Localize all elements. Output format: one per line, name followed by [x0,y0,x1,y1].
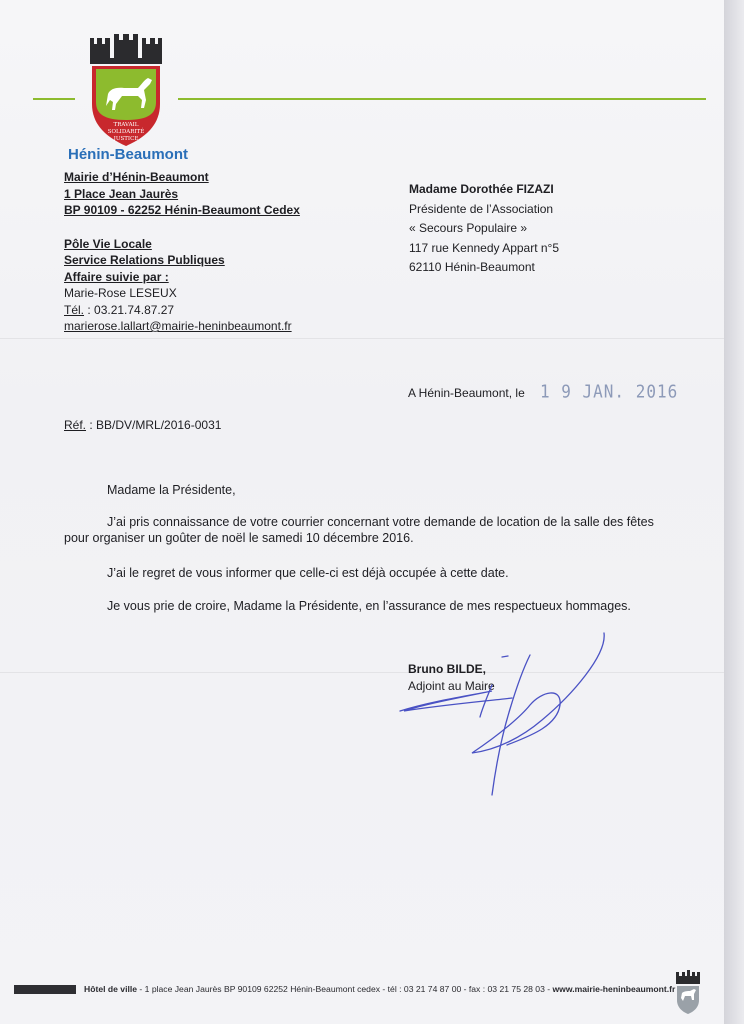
date-place: A Hénin-Beaumont, le [408,386,525,400]
svg-text:TRAVAIL: TRAVAIL [113,122,139,128]
svg-text:SOLIDARITÉ: SOLIDARITÉ [107,129,145,135]
footer-address: Hôtel de ville - 1 place Jean Jaurès BP 90109 62252 Hénin-Beaumont cedex - tél : 03 21 74 87 00 - fax : 03 21 75 28 03 - www.mairie-heninbeaumont.fr [84,984,676,994]
sender-line: Mairie d’Hénin-Beaumont [64,170,209,184]
contact-email-link[interactable]: marierose.lallart@mairie-heninbeaumont.fr [64,319,292,333]
body-paragraph: Je vous prie de croire, Madame la Présidente, en l’assurance de mes respectueux hommages. [107,599,631,613]
sender-line: 1 Place Jean Jaurès [64,186,179,201]
body-paragraph: J’ai le regret de vous informer que celle-ci est déjà occupée à cette date. [107,566,509,580]
website-link[interactable]: www.mairie-heninbeaumont.fr [552,984,676,994]
recipient-line: « Secours Populaire » [409,221,528,235]
body-paragraph: J’ai pris connaissance de votre courrier concernant votre demande de location de la salle des fêtes pour organiser un goûter de noël le samedi 10 décembre 2016. [64,515,654,545]
sender-block [64,169,300,335]
page-edge [724,0,744,1024]
reference-line: Réf. : BB/DV/MRL/2016-0031 [64,418,222,432]
contact-phone: Tél. : 03.21.74.87.27 [64,302,175,317]
city-crest-icon [86,34,166,152]
recipient-name: Madame Dorothée FIZAZI [409,182,554,196]
recipient-block [409,180,559,278]
department-line: Pôle Vie Locale [64,236,152,251]
department-line: Service Relations Publiques [64,253,225,267]
footer-bar [14,985,76,994]
followed-by-label: Affaire suivie par : [64,269,169,284]
signer-title: Adjoint au Maire [408,679,495,693]
handwritten-signature [392,625,622,805]
svg-text:JUSTICE: JUSTICE [113,136,139,142]
recipient-line: 62110 Hénin-Beaumont [409,260,535,274]
recipient-line: Présidente de l’Association [409,201,554,216]
salutation: Madame la Présidente, [107,483,236,497]
recipient-line: 117 rue Kennedy Appart n°5 [409,240,560,255]
city-name: Hénin-Beaumont [68,146,188,163]
fold-line [0,338,724,339]
sender-line: BP 90109 - 62252 Hénin-Beaumont Cedex [64,203,300,217]
signer-name: Bruno BILDE, [408,662,486,676]
header-rule-right [178,98,706,100]
header-rule-left [33,98,75,100]
date-stamp: 1 9 JAN. 2016 [540,381,679,402]
contact-name: Marie-Rose LESEUX [64,286,177,300]
small-crest-icon [674,970,702,1014]
